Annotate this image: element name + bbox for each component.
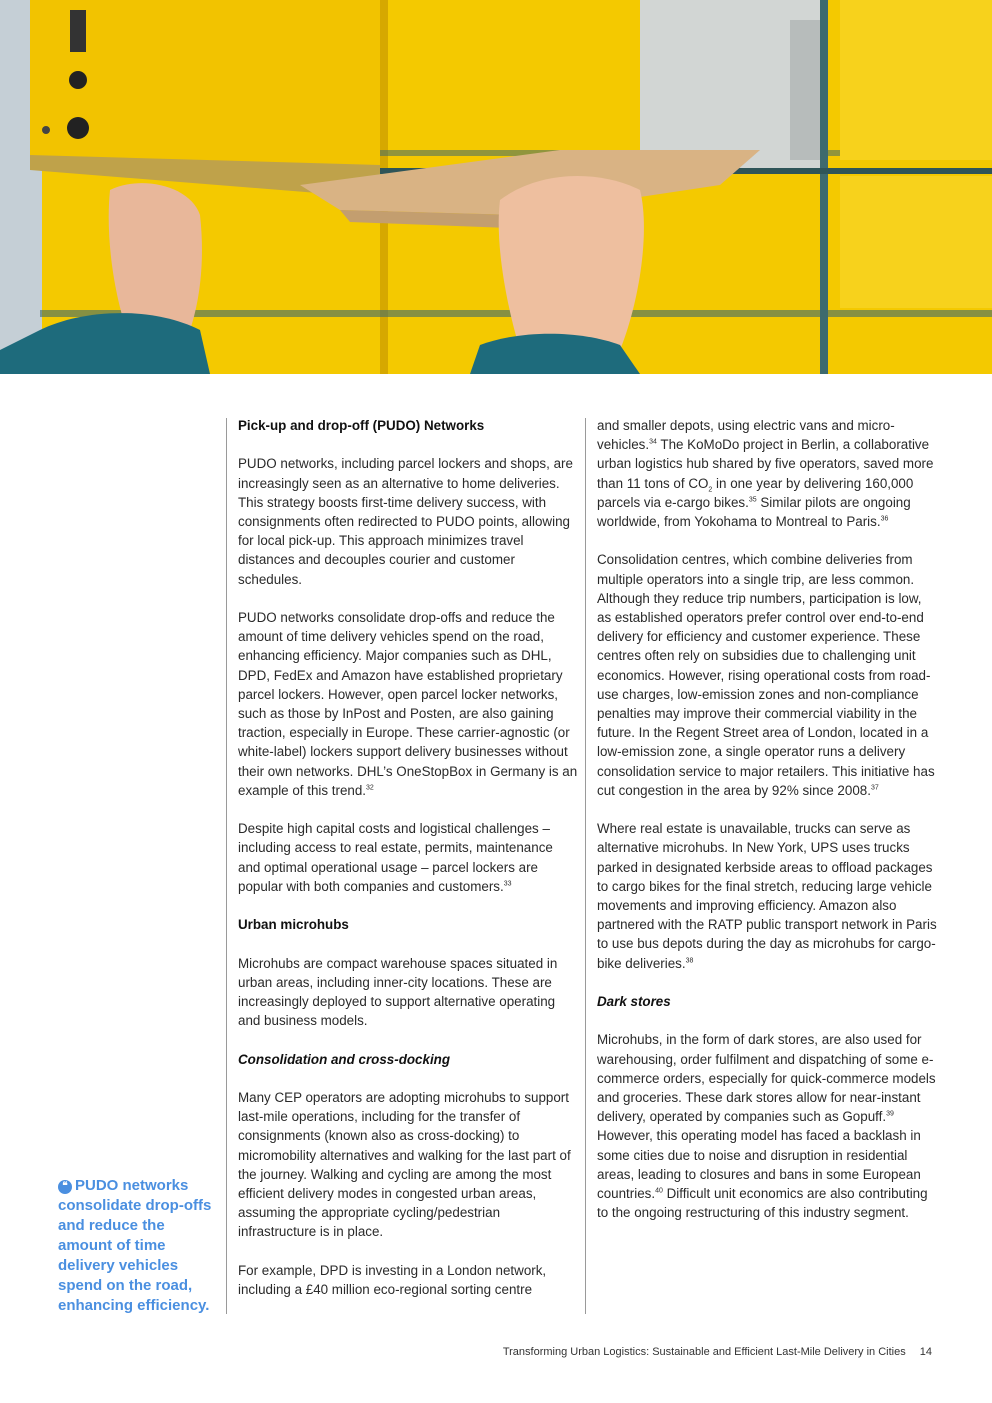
page-number: 14	[919, 1346, 932, 1358]
heading-pudo: Pick-up and drop-off (PUDO) Networks	[238, 418, 485, 433]
footnote-ref: 39	[886, 1110, 894, 1118]
paragraph-consolidation-centres: Consolidation centres, which combine deliveries from multiple operators into a single trip, are less common. Although they reduce trip numbers, participation is low, as established operators prefer control over end-to-end delivery for efficiency and customer experience. These centres often rely on subsidies due to challenging unit economics. However, rising operational costs from road-use charges, low-emission zones and non-compliance penalties may improve their commercial viability in the future. In the Regent Street area of London, located in a low-emission zone, a single operator runs a delivery consolidation service to major retailers. This initiative has cut congestion in the area by 92% since 2008.37	[597, 552, 935, 798]
heading-consolidation: Consolidation and cross-docking	[238, 1051, 451, 1067]
paragraph-pudo-intro: PUDO networks, including parcel lockers and shops, are increasingly seen as an alternative to home deliveries. This strategy boosts first-time delivery success, with consignments often redirected to PUDO points, allowing for local pick-up. This approach minimizes travel distances and decouples courier and customer schedules.	[238, 456, 573, 587]
footnote-ref: 40	[655, 1187, 663, 1195]
footnote-ref: 32	[366, 784, 374, 792]
quote-icon: ❝	[58, 1180, 72, 1194]
column-divider-left	[226, 418, 227, 1314]
heading-microhubs: Urban microhubs	[238, 917, 349, 933]
paragraph-cep-operators: Many CEP operators are adopting microhubs to support last-mile operations, including for the transfer of consignments (known also as cross-docking) to micromobility alternatives and walking for the last part of the journey. Walking and cycling are among the most efficient delivery modes in congested urban areas, assuming the appropriate cycling/pedestrian infrastructure is in place.	[238, 1090, 571, 1240]
paragraph-pudo-consolidate: PUDO networks consolidate drop-offs and reduce the amount of time delivery vehicles spend on the road, enhancing efficiency. Major companies such as DHL, DPD, FedEx and Amazon have established proprietary parcel lockers. However, open parcel locker networks, such as those by InPost and Posten, are also gaining traction, especially in Europe. These carrier-agnostic (or white-label) lockers support delivery businesses without their own networks. DHL’s OneStopBox in Germany is an example of this trend.$^{32}$	[238, 610, 578, 798]
footnote-ref: 38	[685, 957, 694, 965]
pull-quote	[58, 1176, 218, 1316]
page-footer	[503, 1346, 932, 1358]
footer-title-bold: Transforming Urban Logistics:	[502, 1346, 650, 1358]
heading-dark-stores: Dark stores	[597, 994, 671, 1010]
paragraph-dark-stores: Microhubs, in the form of dark stores, are also used for warehousing, order fulfilment and dispatching of some e-commerce orders, especially for quick-commerce models and groceries. These dark stores allow for near-instant delivery, operated by companies such as Gopuff.$^{39}$ However, this operating model has faced a backlash in some cities due to noise and disruption in residential areas, leading to closures and bans in some European countries.$^{40}$ Difficult unit economics are also contributing to the ongoing restructuring of this industry segment.	[597, 1032, 936, 1221]
right-column	[597, 416, 937, 1242]
paragraph-dpd: For example, DPD is investing in a London network, including a £40 million eco-regional sorting centre	[238, 1262, 547, 1298]
paragraph-komodo: and smaller depots, using electric vans and micro-vehicles.$^{34}$ The KoMoDo project in Berlin, a collaborative urban logistics hub shared by five operators, saved more than 11 tons of $CO_2$ in one year by delivering 160,000 parcels via e-cargo bikes.$^{35}$ Similar pilots are ongoing worldwide, from Yokohama to Montreal to Paris.$^{36}$	[597, 418, 934, 530]
column-divider-middle	[585, 418, 586, 1314]
footnote-ref: 35	[748, 496, 757, 504]
left-column	[238, 416, 578, 1318]
footer-title-rest: Sustainable and Efficient Last-Mile Delivery in Cities	[649, 1346, 906, 1358]
paragraph-trucks-microhubs: Where real estate is unavailable, trucks can serve as alternative microhubs. In New York, UPS uses trucks parked in designated kerbside areas to offload packages to cargo bikes for the final stretch, reducing large vehicle movements and improving efficiency. Amazon also partnered with the RATP public transport network in Paris to use bus depots during the day as microhubs for cargo-bike deliveries.$^{38}$	[597, 821, 937, 971]
footnote-ref: 33	[503, 880, 512, 888]
paragraph-microhubs: Microhubs are compact warehouse spaces situated in urban areas, including inner-city locations. These are increasingly deployed to support alternative operating and business models.	[238, 955, 558, 1029]
hero-image	[0, 0, 992, 374]
footnote-ref: 37	[870, 784, 879, 792]
footnote-ref: 36	[880, 515, 889, 523]
parcel-locker-photo	[0, 0, 992, 374]
footnote-ref: 34	[649, 438, 657, 446]
paragraph-pudo-costs: Despite high capital costs and logistical challenges – including access to real estate, permits, maintenance and optimal operational usage – parcel lockers are popular with both companies and customers.$^{33}$	[238, 821, 553, 894]
pull-quote-text: PUDO networks consolidate drop-offs and reduce the amount of time delivery vehicles spend on the road, enhancing efficiency.	[58, 1177, 212, 1314]
